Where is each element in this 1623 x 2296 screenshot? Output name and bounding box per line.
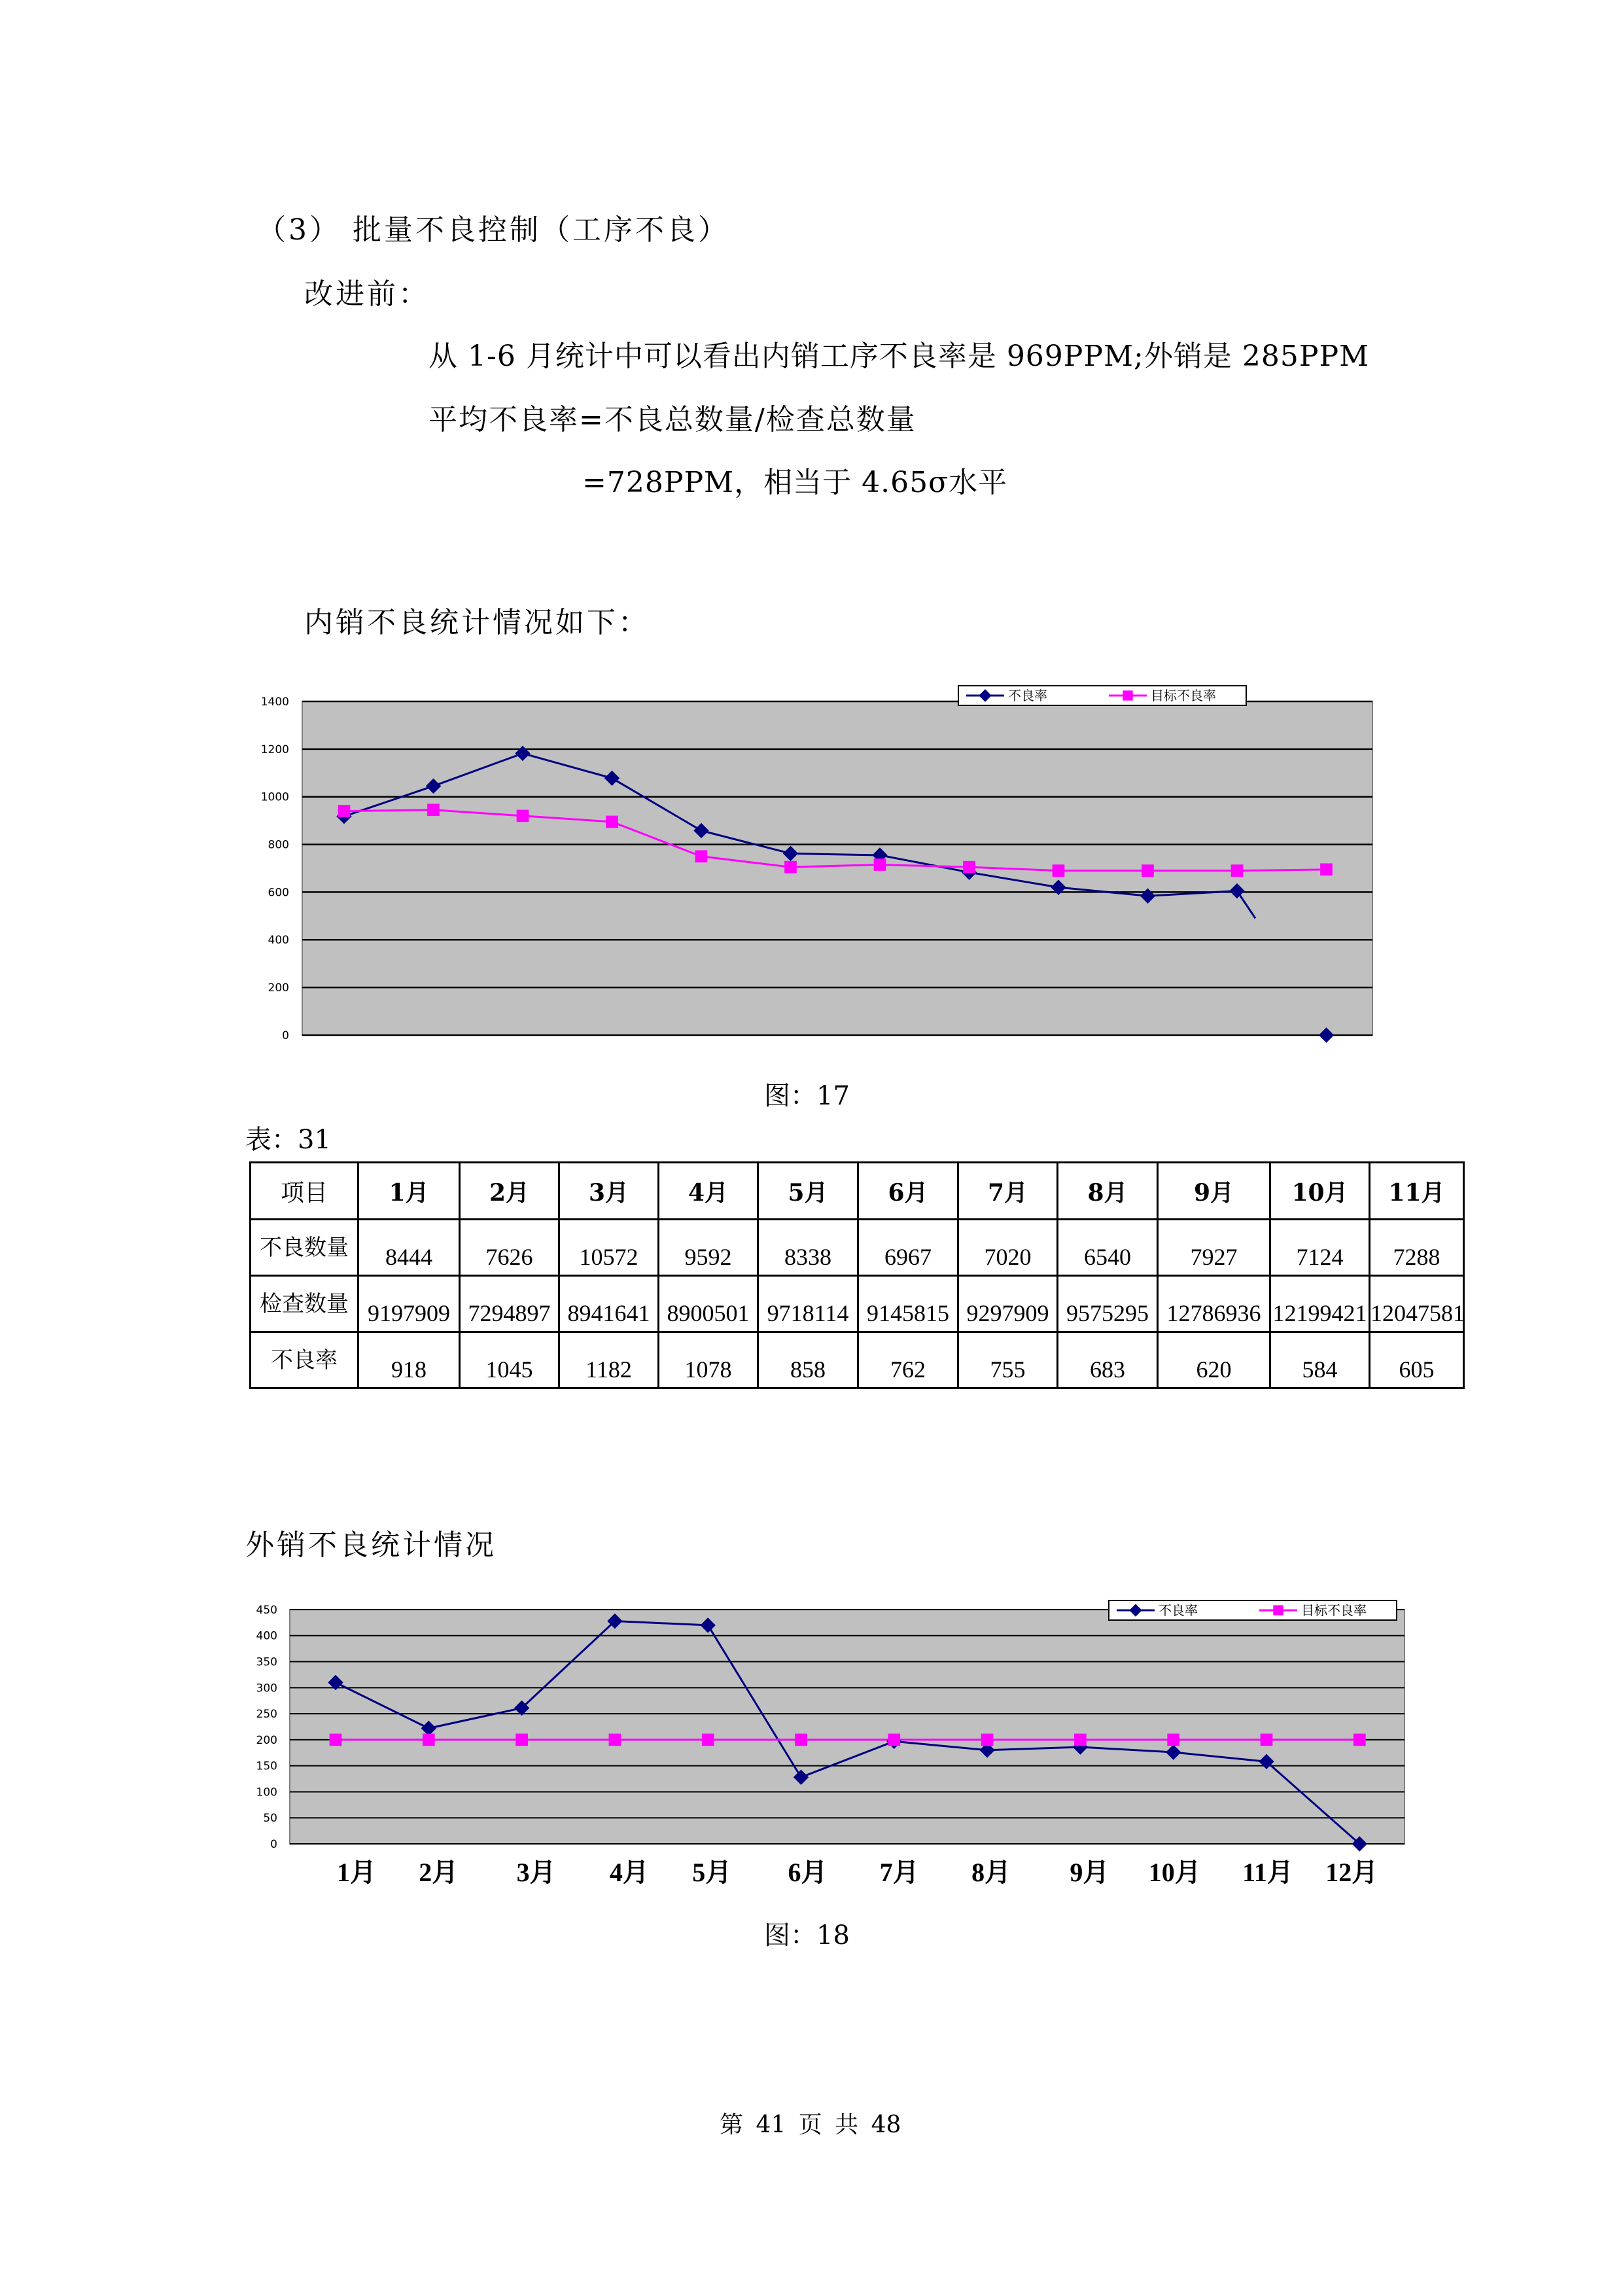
- table-cell: 1045: [460, 1332, 559, 1388]
- y-tick-label: 400: [256, 1629, 277, 1643]
- x-tick-label: 7月: [879, 1858, 919, 1887]
- x-tick-label: 1月: [337, 1858, 376, 1887]
- subheading-before-improvement: 改进前：: [304, 277, 430, 311]
- formula-line: 平均不良率=不良总数量/检查总数量: [428, 403, 916, 436]
- y-tick-label: 0: [270, 1837, 277, 1851]
- header-cell: 项目: [251, 1163, 358, 1220]
- legend-label: 目标不良率: [1151, 688, 1216, 704]
- x-tick-label: 8月: [971, 1858, 1011, 1887]
- data-point: [702, 1734, 714, 1746]
- table-cell: 7927: [1158, 1220, 1270, 1276]
- table-cell: 8900501: [659, 1276, 758, 1332]
- y-tick-label: 1400: [260, 695, 289, 709]
- data-point: [888, 1734, 900, 1746]
- data-point: [981, 1734, 994, 1746]
- legend-label: 不良率: [1008, 688, 1047, 704]
- table-cell: 6967: [858, 1220, 958, 1276]
- header-cell: 3月: [559, 1163, 659, 1220]
- header-cell: 1月: [358, 1163, 460, 1220]
- x-tick-label: 9月: [1070, 1858, 1109, 1887]
- table-cell: 755: [958, 1332, 1058, 1388]
- stat-statement: 从 1-6 月统计中可以看出内销工序不良率是 969PPM;外销是 285PPM: [428, 340, 1370, 373]
- table-cell: 7020: [958, 1220, 1058, 1276]
- table-cell: 12786936: [1158, 1276, 1270, 1332]
- table-cell: 12199421: [1270, 1276, 1370, 1332]
- table-cell: 9575295: [1058, 1276, 1158, 1332]
- data-point: [423, 1734, 435, 1746]
- header-cell: 6月: [858, 1163, 958, 1220]
- data-point: [795, 1734, 807, 1746]
- legend-label: 目标不良率: [1301, 1602, 1367, 1619]
- table-cell: 762: [858, 1332, 958, 1388]
- section-heading: （3） 批量不良控制（工序不良）: [257, 213, 729, 247]
- export-section-title: 外销不良统计情况: [245, 1528, 497, 1562]
- table-cell: 9718114: [758, 1276, 858, 1332]
- x-tick-label: 10月: [1148, 1858, 1201, 1887]
- y-tick-label: 1200: [260, 743, 289, 756]
- data-point: [609, 1734, 621, 1746]
- table-cell: 1078: [659, 1332, 758, 1388]
- figure-caption-18: 图：18: [764, 1920, 850, 1951]
- x-tick-label: 11月: [1242, 1858, 1293, 1887]
- y-tick-label: 800: [268, 838, 289, 852]
- table-cell: 858: [758, 1332, 858, 1388]
- header-cell: 9月: [1158, 1163, 1270, 1220]
- y-tick-label: 1000: [260, 790, 289, 804]
- header-cell: 5月: [758, 1163, 858, 1220]
- formula-result: =728PPM，相当于 4.65σ水平: [582, 466, 1008, 499]
- x-tick-label: 3月: [516, 1858, 556, 1887]
- figure-caption-17: 图：17: [764, 1081, 850, 1111]
- header-cell: 4月: [659, 1163, 758, 1220]
- data-point: [1353, 1734, 1366, 1746]
- legend-label: 不良率: [1159, 1602, 1198, 1619]
- row-label: 不良率: [251, 1332, 358, 1388]
- y-tick-label: 200: [256, 1733, 277, 1747]
- table-cell: 8444: [358, 1220, 460, 1276]
- data-point: [515, 1734, 528, 1746]
- y-tick-label: 400: [268, 934, 289, 947]
- header-cell: 2月: [460, 1163, 559, 1220]
- header-cell: 11月: [1370, 1163, 1464, 1220]
- y-tick-label: 200: [268, 981, 289, 995]
- domestic-section-title: 内销不良统计情况如下：: [304, 606, 650, 639]
- table-cell: 1182: [559, 1332, 659, 1388]
- x-tick-label: 4月: [609, 1858, 649, 1887]
- table-cell: 9592: [659, 1220, 758, 1276]
- table-cell: 8338: [758, 1220, 858, 1276]
- x-tick-label: 5月: [692, 1858, 732, 1887]
- x-tick-label: 2月: [419, 1858, 459, 1887]
- table-cell: 7294897: [460, 1276, 559, 1332]
- legend-marker: [1273, 1605, 1283, 1615]
- y-tick-label: 100: [256, 1786, 277, 1799]
- table-cell: 918: [358, 1332, 460, 1388]
- x-tick-label: 12月: [1325, 1858, 1378, 1887]
- table-cell: 7626: [460, 1220, 559, 1276]
- y-tick-label: 250: [256, 1708, 277, 1722]
- table-cell: 7288: [1370, 1220, 1464, 1276]
- table-cell: 584: [1270, 1332, 1370, 1388]
- table-cell: 7124: [1270, 1220, 1370, 1276]
- table-cell: 620: [1158, 1332, 1270, 1388]
- plot-area: [290, 1610, 1405, 1844]
- data-point: [1167, 1734, 1179, 1746]
- row-label: 不良数量: [251, 1220, 358, 1276]
- table-cell: 10572: [559, 1220, 659, 1276]
- table-cell: 605: [1370, 1332, 1464, 1388]
- header-cell: 10月: [1270, 1163, 1370, 1220]
- table-cell: 683: [1058, 1332, 1158, 1388]
- y-tick-label: 600: [268, 886, 289, 900]
- page-footer: 第 41 页 共 48: [720, 2111, 901, 2138]
- table-label: 表：31: [245, 1125, 331, 1155]
- data-point: [330, 1734, 342, 1746]
- y-tick-label: 450: [256, 1603, 277, 1617]
- data-point: [1074, 1734, 1087, 1746]
- y-tick-label: 50: [263, 1812, 277, 1826]
- table-cell: 12047581: [1370, 1276, 1464, 1332]
- y-tick-label: 300: [256, 1682, 277, 1695]
- table-cell: 9145815: [858, 1276, 958, 1332]
- x-tick-label: 6月: [788, 1858, 828, 1887]
- y-tick-label: 0: [282, 1029, 289, 1042]
- table-cell: 9197909: [358, 1276, 460, 1332]
- table-cell: 6540: [1058, 1220, 1158, 1276]
- y-tick-label: 150: [256, 1759, 277, 1773]
- header-cell: 7月: [958, 1163, 1058, 1220]
- header-cell: 8月: [1058, 1163, 1158, 1220]
- table-cell: 8941641: [559, 1276, 659, 1332]
- y-tick-label: 350: [256, 1655, 277, 1669]
- table-cell: 9297909: [958, 1276, 1058, 1332]
- row-label: 检查数量: [251, 1276, 358, 1332]
- data-point: [1261, 1734, 1273, 1746]
